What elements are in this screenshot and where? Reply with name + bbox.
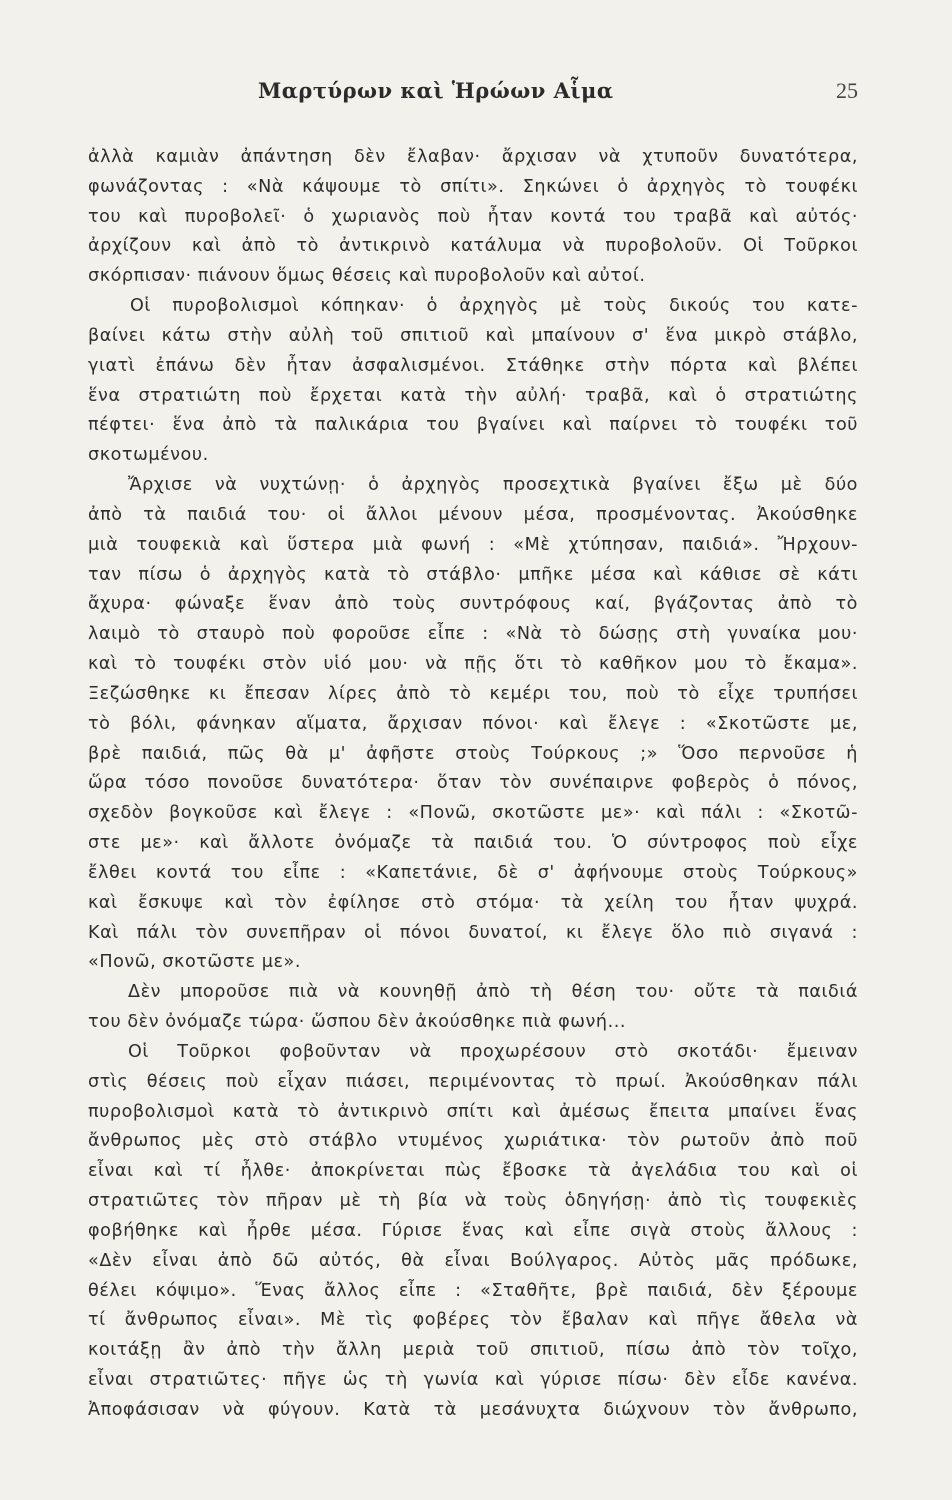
- text-line: «Δὲν εἶναι ἀπὸ δῶ αὐτός, θὰ εἶναι Βούλγαρος. Αὐτὸς μᾶς πρόδωκε,: [88, 1250, 858, 1271]
- text-line: φοβήθηκε καὶ ἦρθε μέσα. Γύρισε ἕνας καὶ εἶπε σιγὰ στοὺς ἄλλους :: [88, 1220, 858, 1241]
- text-line: στρατιῶτες τὸν πῆραν μὲ τὴ βία νὰ τοὺς ὁδηγήσῃ· ἀπὸ τὶς τουφεκιὲς: [88, 1191, 858, 1212]
- text-line: ἕνα στρατιώτη ποὺ ἔρχεται κατὰ τὴν αὐλή· τραβᾶ, καὶ ὁ στρατιώτης: [88, 385, 858, 406]
- text-line: εἶναι στρατιῶτες· πῆγε ὡς τὴ γωνία καὶ γύρισε πίσω· δὲν εἶδε κανένα.: [88, 1370, 858, 1391]
- text-line: Ἀποφάσισαν νὰ φύγουν. Κατὰ τὰ μεσάνυχτα διώχνουν τὸν ἄνθρωπο,: [88, 1399, 858, 1420]
- text-line: Οἱ Τοῦρκοι φοβοῦνταν νὰ προχωρέσουν στὸ σκοτάδι· ἔμειναν: [128, 1041, 858, 1062]
- text-line: βρὲ παιδιά, πῶς θὰ μ' ἀφῆστε στοὺς Τούρκους ;» Ὅσο περνοῦσε ἡ: [88, 743, 858, 764]
- page-header: [0, 78, 952, 108]
- text-line: φωνάζοντας : «Νὰ κάψουμε τὸ σπίτι». Σηκώνει ὁ ἀρχηγὸς τὸ τουφέκι: [88, 176, 858, 197]
- text-line: τὸ βόλι, φάνηκαν αἵματα, ἄρχισαν πόνοι· καὶ ἔλεγε : «Σκοτῶστε με,: [88, 713, 858, 734]
- text-line: βαίνει κάτω στὴν αὐλὴ τοῦ σπιτιοῦ καὶ μπαίνουν σ' ἕνα μικρὸ στάβλο,: [88, 325, 858, 346]
- text-line: καὶ τὸ τουφέκι στὸν υἱό μου· νὰ πῇς ὅτι τὸ καθῆκον μου τὸ ἔκαμα».: [88, 654, 858, 675]
- text-line: ἄνθρωπος μὲς στὸ στάβλο ντυμένος χωριάτικα· τὸν ρωτοῦν ἀπὸ ποῦ: [88, 1131, 858, 1152]
- text-line: σκόρπισαν· πιάνουν ὅμως θέσεις καὶ πυροβολοῦν καὶ αὐτοί.: [88, 266, 646, 287]
- text-line: ἔλθει κοντά του εἶπε : «Καπετάνιε, δὲ σ' ἀφήνουμε στοὺς Τούρκους»: [88, 862, 858, 883]
- text-line: του δὲν ὀνόμαζε τώρα· ὥσπου δὲν ἀκούσθηκε πιὰ φωνή...: [88, 1012, 627, 1033]
- text-line: Ξεζώσθηκε κι ἔπεσαν λίρες ἀπὸ τὸ κεμέρι του, ποὺ τὸ εἶχε τρυπήσει: [88, 683, 858, 704]
- text-line: πυροβολισμοὶ κατὰ τὸ ἀντικρινὸ σπίτι καὶ ἀμέσως ἔπειτα μπαίνει ἕνας: [88, 1101, 858, 1122]
- text-line: μιὰ τουφεκιὰ καὶ ὕστερα μιὰ φωνή : «Μὲ χτύπησαν, παιδιά». Ἤρχουν-: [88, 534, 858, 555]
- text-line: Ἄρχισε νὰ νυχτώνῃ· ὁ ἀρχηγὸς προσεχτικὰ βγαίνει ἔξω μὲ δύο: [128, 475, 858, 496]
- text-line: εἶναι καὶ τί ἦλθε· ἀποκρίνεται πὼς ἔβοσκε τὰ ἀγελάδια του καὶ οἱ: [88, 1161, 858, 1182]
- text-line: στὶς θέσεις ποὺ εἶχαν πιάσει, περιμένοντας τὸ πρωί. Ἀκούσθηκαν πάλι: [88, 1071, 858, 1092]
- page-number: 25: [836, 78, 858, 103]
- text-line: στε με»· καὶ ἄλλοτε ὀνόμαζε τὰ παιδιά του. Ὁ σύντροφος ποὺ εἶχε: [88, 833, 858, 854]
- text-line: Δὲν μποροῦσε πιὰ νὰ κουνηθῇ ἀπὸ τὴ θέση του· οὔτε τὰ παιδιά: [128, 982, 858, 1003]
- text-line: πέφτει· ἕνα ἀπὸ τὰ παλικάρια του βγαίνει καὶ παίρνει τὸ τουφέκι τοῦ: [88, 415, 858, 436]
- text-line: Οἱ πυροβολισμοὶ κόπηκαν· ὁ ἀρχηγὸς μὲ τοὺς δικούς του κατε-: [130, 296, 858, 317]
- text-line: του καὶ πυροβολεῖ· ὁ χωριανὸς ποὺ ἦταν κοντά του τραβᾶ καὶ αὐτός·: [88, 206, 858, 227]
- text-line: τί ἄνθρωπος εἶναι». Μὲ τὶς φοβέρες τὸν ἔβαλαν καὶ πῆγε ἄθελα νὰ: [88, 1310, 858, 1331]
- text-line: καὶ ἔσκυψε καὶ τὸν ἐφίλησε στὸ στόμα· τὰ χείλη του ἦταν ψυχρά.: [88, 892, 858, 913]
- text-line: ὥρα τόσο πονοῦσε δυνατότερα· ὅταν τὸν συνέπαιρνε φοβερὸς ὁ πόνος,: [88, 773, 858, 794]
- text-line: ἄχυρα· φώναξε ἕναν ἀπὸ τοὺς συντρόφους καί, βγάζοντας ἀπὸ τὸ: [88, 594, 858, 615]
- text-line: ἀλλὰ καμιὰν ἀπάντηση δὲν ἔλαβαν· ἄρχισαν νὰ χτυποῦν δυνατότερα,: [88, 147, 858, 167]
- text-line: θέλει κόψιμο». Ἕνας ἄλλος εἶπε : «Σταθῆτε, βρὲ παιδιά, δὲν ξέρουμε: [88, 1280, 858, 1301]
- text-line: κοιτάξῃ ἂν ἀπὸ τὴν ἄλλη μεριὰ τοῦ σπιτιοῦ, πίσω ἀπὸ τὸν τοῖχο,: [88, 1340, 858, 1361]
- text-line: γιατὶ ἐπάνω δὲν ἦταν ἀσφαλισμένοι. Στάθηκε στὴν πόρτα καὶ βλέπει: [88, 355, 858, 376]
- text-line: «Πονῶ, σκοτῶστε με».: [88, 952, 302, 973]
- text-line: λαιμὸ τὸ σταυρὸ ποὺ φοροῦσε εἶπε : «Νὰ τὸ δώσῃς στὴ γυναίκα μου·: [88, 624, 858, 645]
- text-line: ἀρχίζουν καὶ ἀπὸ τὸ ἀντικρινὸ κατάλυμα νὰ πυροβολοῦν. Οἱ Τοῦρκοι: [88, 236, 858, 257]
- running-title: Μαρτύρων καὶ Ἡρώων Αἷμα: [258, 78, 614, 103]
- text-line: ἀπὸ τὰ παιδιά του· οἱ ἄλλοι μένουν μέσα, προσμένοντας. Ἀκούσθηκε: [88, 504, 858, 525]
- text-line: σκοτωμένου.: [88, 445, 209, 466]
- text-line: σχεδὸν βογκοῦσε καὶ ἔλεγε : «Πονῶ, σκοτῶστε με»· καὶ πάλι : «Σκοτῶ-: [88, 803, 858, 824]
- text-line: ταν πίσω ὁ ἀρχηγὸς κατὰ τὸ στάβλο· μπῆκε μέσα καὶ κάθισε σὲ κάτι: [88, 564, 858, 585]
- text-line: Καὶ πάλι τὸν συνεπῆραν οἱ πόνοι δυνατοί, κι ἔλεγε ὅλο πιὸ σιγανά :: [88, 922, 858, 943]
